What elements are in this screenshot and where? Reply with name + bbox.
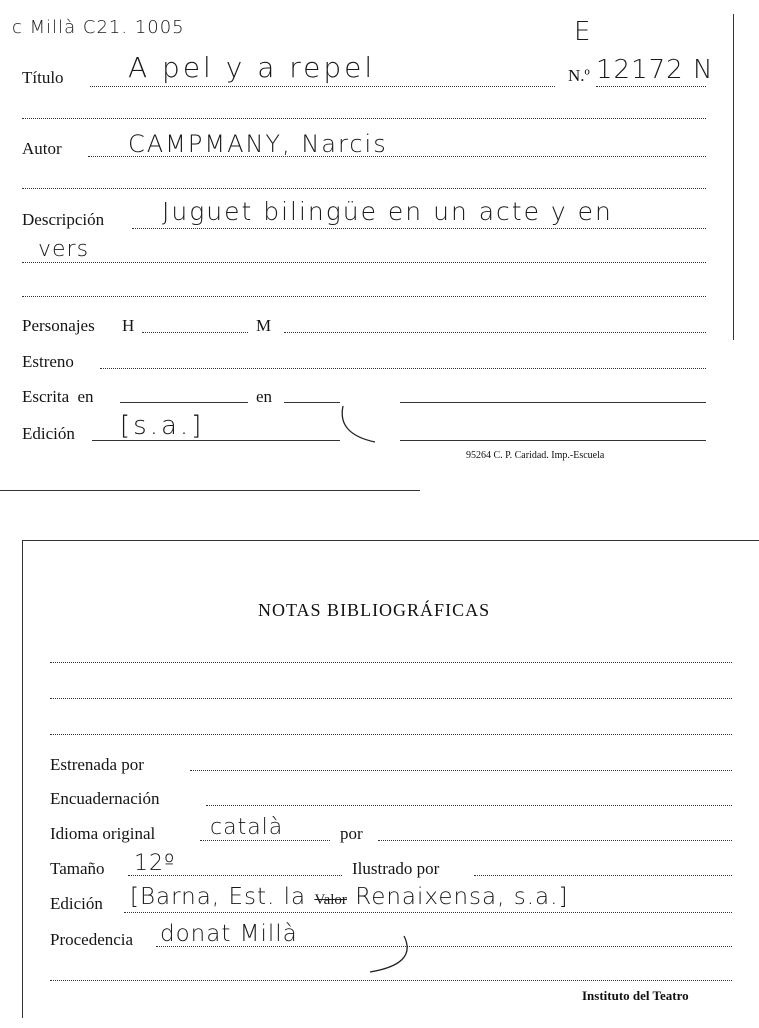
edicion2-value-a: [Barna, Est. la <box>130 884 307 910</box>
punch-mark-bottom <box>360 930 420 980</box>
encuadernacion-line <box>206 805 732 806</box>
autor-label: Autor <box>22 139 62 158</box>
edicion2-value <box>130 883 568 914</box>
estreno-label: Estreno <box>22 352 74 371</box>
footer-label: Instituto del Teatro <box>582 988 689 1003</box>
estrenada-line <box>190 770 732 771</box>
bottom-line <box>50 980 732 981</box>
escrita-line-1 <box>120 402 248 403</box>
edicion-value: [s.a.] <box>120 411 205 441</box>
edicion-label: Edición <box>22 424 75 443</box>
edicion-line-2 <box>400 440 706 441</box>
encuadernacion-label: Encuadernación <box>50 789 160 808</box>
card-bottom-top-edge <box>22 540 759 541</box>
tamano-value: 12º <box>134 851 176 876</box>
card-bottom-left-edge <box>22 540 23 1018</box>
escrita-line-3 <box>400 402 706 403</box>
personajes-h-line <box>142 332 248 333</box>
idioma-line <box>200 840 330 841</box>
estreno-line <box>100 368 706 369</box>
escrita-en-label: en <box>77 387 94 406</box>
escrita-en2-label: en <box>256 387 273 406</box>
numero-line <box>596 86 706 87</box>
descripcion-value-1: Juguet bilingüe en un acte y en <box>162 197 613 226</box>
card-top-right-border <box>733 14 734 340</box>
idioma-label: Idioma original <box>50 824 156 843</box>
punch-mark-top <box>335 398 395 448</box>
idioma-por-label: por <box>340 824 363 843</box>
edicion2-label: Edición <box>50 894 103 913</box>
descripcion-label: Descripción <box>22 210 105 229</box>
descripcion-value-2: vers <box>38 237 90 262</box>
personajes-m-label: M <box>256 316 272 335</box>
personajes-m-line <box>284 332 706 333</box>
ilustrado-line <box>474 875 732 876</box>
idioma-value: català <box>210 815 284 840</box>
ilustrado-label: Ilustrado por <box>352 859 440 878</box>
escrita-label-text: Escrita <box>22 387 70 406</box>
procedencia-line <box>156 946 732 947</box>
descripcion-line-2 <box>22 262 706 263</box>
titulo-label: Título <box>22 68 64 87</box>
descripcion-line-1 <box>132 228 706 229</box>
titulo-value: A pel y a repel <box>128 51 376 84</box>
edicion2-struck: Valor <box>314 892 347 908</box>
line-blank-3 <box>22 296 706 297</box>
idioma-por-line <box>378 840 732 841</box>
line-blank-2 <box>22 188 706 189</box>
autor-value: CAMPMANY, Narcis <box>128 130 388 158</box>
titulo-line <box>90 86 555 87</box>
escrita-line-2 <box>284 402 340 403</box>
edicion-line-1 <box>92 440 340 441</box>
line-blank-1 <box>22 118 706 119</box>
personajes-h-label: H <box>122 316 135 335</box>
card-top-bottom-edge <box>0 490 420 491</box>
escrita-label <box>22 387 94 407</box>
tamano-label: Tamaño <box>50 859 105 878</box>
procedencia-value: donat Millà <box>160 921 298 947</box>
autor-line <box>88 156 706 157</box>
edicion2-value-b: Renaixensa, s.a.] <box>355 884 569 910</box>
edicion2-line <box>124 912 732 913</box>
estrenada-label: Estrenada por <box>50 755 144 774</box>
personajes-label: Personajes <box>22 316 95 335</box>
corner-note: c Millà C21. 1005 <box>12 17 185 38</box>
notas-line-3 <box>50 734 732 735</box>
notas-line-1 <box>50 662 732 663</box>
printer-imprint: 95264 C. P. Caridad. Imp.-Escuela <box>466 450 605 461</box>
tamano-line <box>128 875 342 876</box>
numero-label: N.º <box>568 66 590 85</box>
notas-line-2 <box>50 698 732 699</box>
corner-mark: E <box>574 17 592 47</box>
numero-value: 12172 N <box>596 55 714 85</box>
procedencia-label: Procedencia <box>50 930 134 949</box>
notas-heading: NOTAS BIBLIOGRÁFICAS <box>258 600 491 620</box>
